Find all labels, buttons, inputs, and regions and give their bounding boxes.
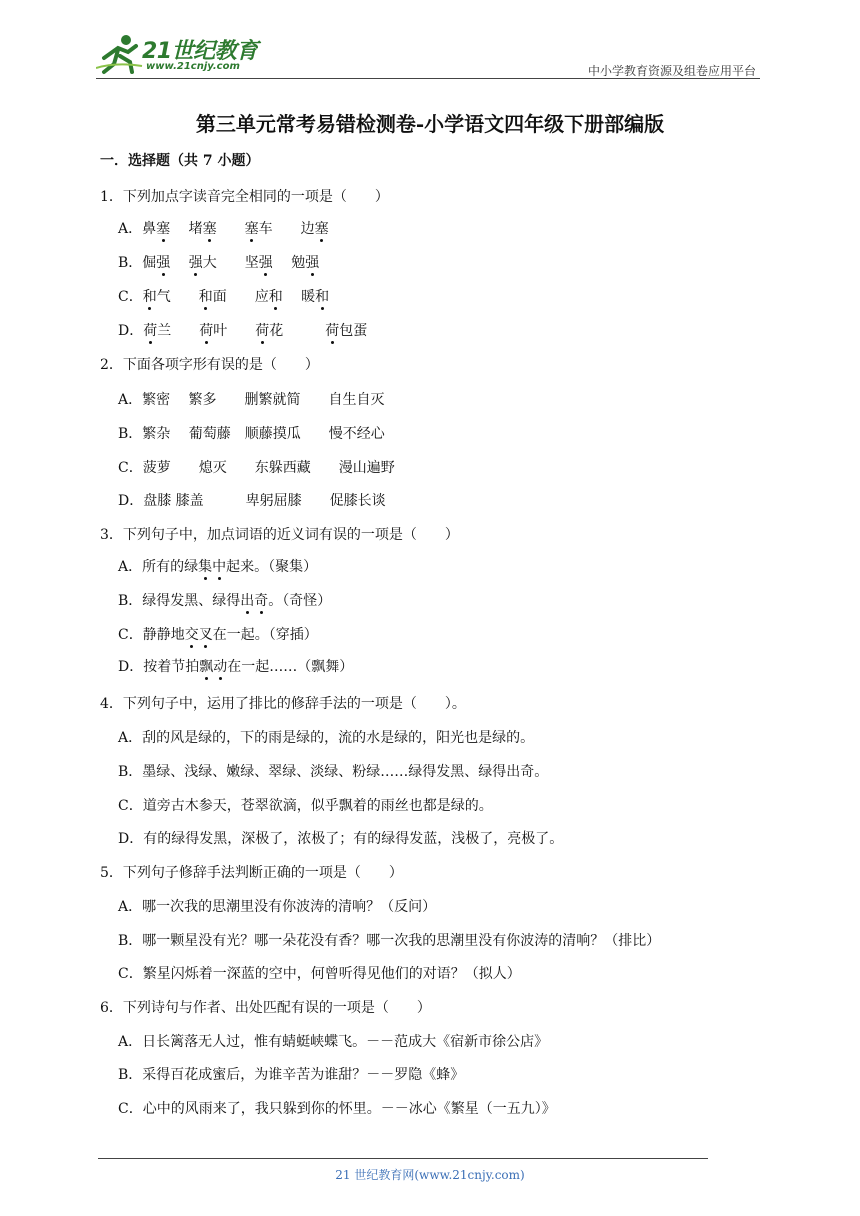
runner-icon [96, 32, 144, 76]
question-5-option-a: A．哪一次我的思潮里没有你波涛的清响？（反问） [118, 899, 437, 915]
question-3-option-c: C．静静地交叉在一起。（穿插） [118, 627, 318, 643]
question-1-stem: 1．下列加点字读音完全相同的一项是（ ） [100, 189, 389, 205]
question-3-option-b: B．绿得发黑、绿得出奇。（奇怪） [118, 593, 332, 609]
question-2-option-b: B．繁杂 葡萄藤 顺藤摸瓜 慢不经心 [118, 426, 385, 442]
question-5-stem: 5．下列句子修辞手法判断正确的一项是（ ） [100, 865, 403, 881]
platform-name: 中小学教育资源及组卷应用平台 [587, 64, 756, 78]
header-divider [96, 78, 760, 79]
question-1-option-a: A．鼻塞 堵塞 塞车 边塞 [118, 221, 329, 237]
question-4-option-b: B．墨绿、浅绿、嫩绿、翠绿、淡绿、粉绿……绿得发黑、绿得出奇。 [118, 764, 549, 780]
question-3-stem: 3．下列句子中，加点词语的近义词有误的一项是（ ） [100, 527, 459, 543]
logo-text: 21世纪教育 [142, 39, 258, 64]
question-4-option-d: D．有的绿得发黑，深极了，浓极了；有的绿得发蓝，浅极了，亮极了。 [118, 831, 564, 847]
footer-link[interactable]: 21 世纪教育网(www.21cnjy.com) [335, 1168, 525, 1182]
question-4-stem: 4．下列句子中，运用了排比的修辞手法的一项是（ ）。 [100, 696, 466, 712]
question-5-option-b: B．哪一颗星没有光？哪一朵花没有香？哪一次我的思潮里没有你波涛的清响？（排比） [118, 933, 661, 949]
question-1-option-b: B．倔强 强大 坚强 勉强 [118, 255, 320, 271]
page-title: 第三单元常考易错检测卷-小学语文四年级下册部编版 [195, 112, 665, 136]
question-6-stem: 6．下列诗句与作者、出处匹配有误的一项是（ ） [100, 1000, 431, 1016]
page-header [96, 32, 760, 78]
question-2-stem: 2．下面各项字形有误的是（ ） [100, 357, 319, 373]
section-title: 一．选择题（共 7 小题） [100, 153, 260, 169]
question-6-option-a: A．日长篱落无人过，惟有蜻蜓峡蝶飞。－－范成大《宿新市徐公店》 [118, 1034, 549, 1050]
site-logo [96, 32, 266, 76]
question-4-option-a: A．刮的风是绿的，下的雨是绿的，流的水是绿的，阳光也是绿的。 [118, 730, 535, 746]
question-2-option-d: D．盘膝 膝盖 卑躬屈膝 促膝长谈 [118, 493, 386, 509]
question-4-option-c: C．道旁古木参天，苍翠欲滴，似乎飘着的雨丝也都是绿的。 [118, 798, 493, 814]
question-6-option-b: B．采得百花成蜜后，为谁辛苦为谁甜？－－罗隐《蜂》 [118, 1067, 465, 1083]
question-6-option-c: C．心中的风雨来了，我只躲到你的怀里。－－冰心《繁星（一五九）》 [118, 1101, 556, 1117]
question-3-option-d: D．按着节拍飘动在一起……（飘舞） [118, 659, 354, 675]
footer-divider [98, 1158, 708, 1159]
question-2-option-a: A．繁密 繁多 删繁就简 自生自灭 [118, 392, 385, 408]
question-1-option-d: D．荷兰 荷叶 荷花 荷包蛋 [118, 323, 368, 339]
question-5-option-c: C．繁星闪烁着一深蓝的空中，何曾听得见他们的对语？（拟人） [118, 966, 521, 982]
question-3-option-a: A．所有的绿集中起来。（聚集） [118, 559, 318, 575]
question-1-option-c: C．和气 和面 应和 暖和 [118, 289, 330, 305]
question-2-option-c: C．菠萝 熄灭 东躲西藏 漫山遍野 [118, 460, 395, 476]
logo-url: www.21cnjy.com [146, 61, 240, 72]
